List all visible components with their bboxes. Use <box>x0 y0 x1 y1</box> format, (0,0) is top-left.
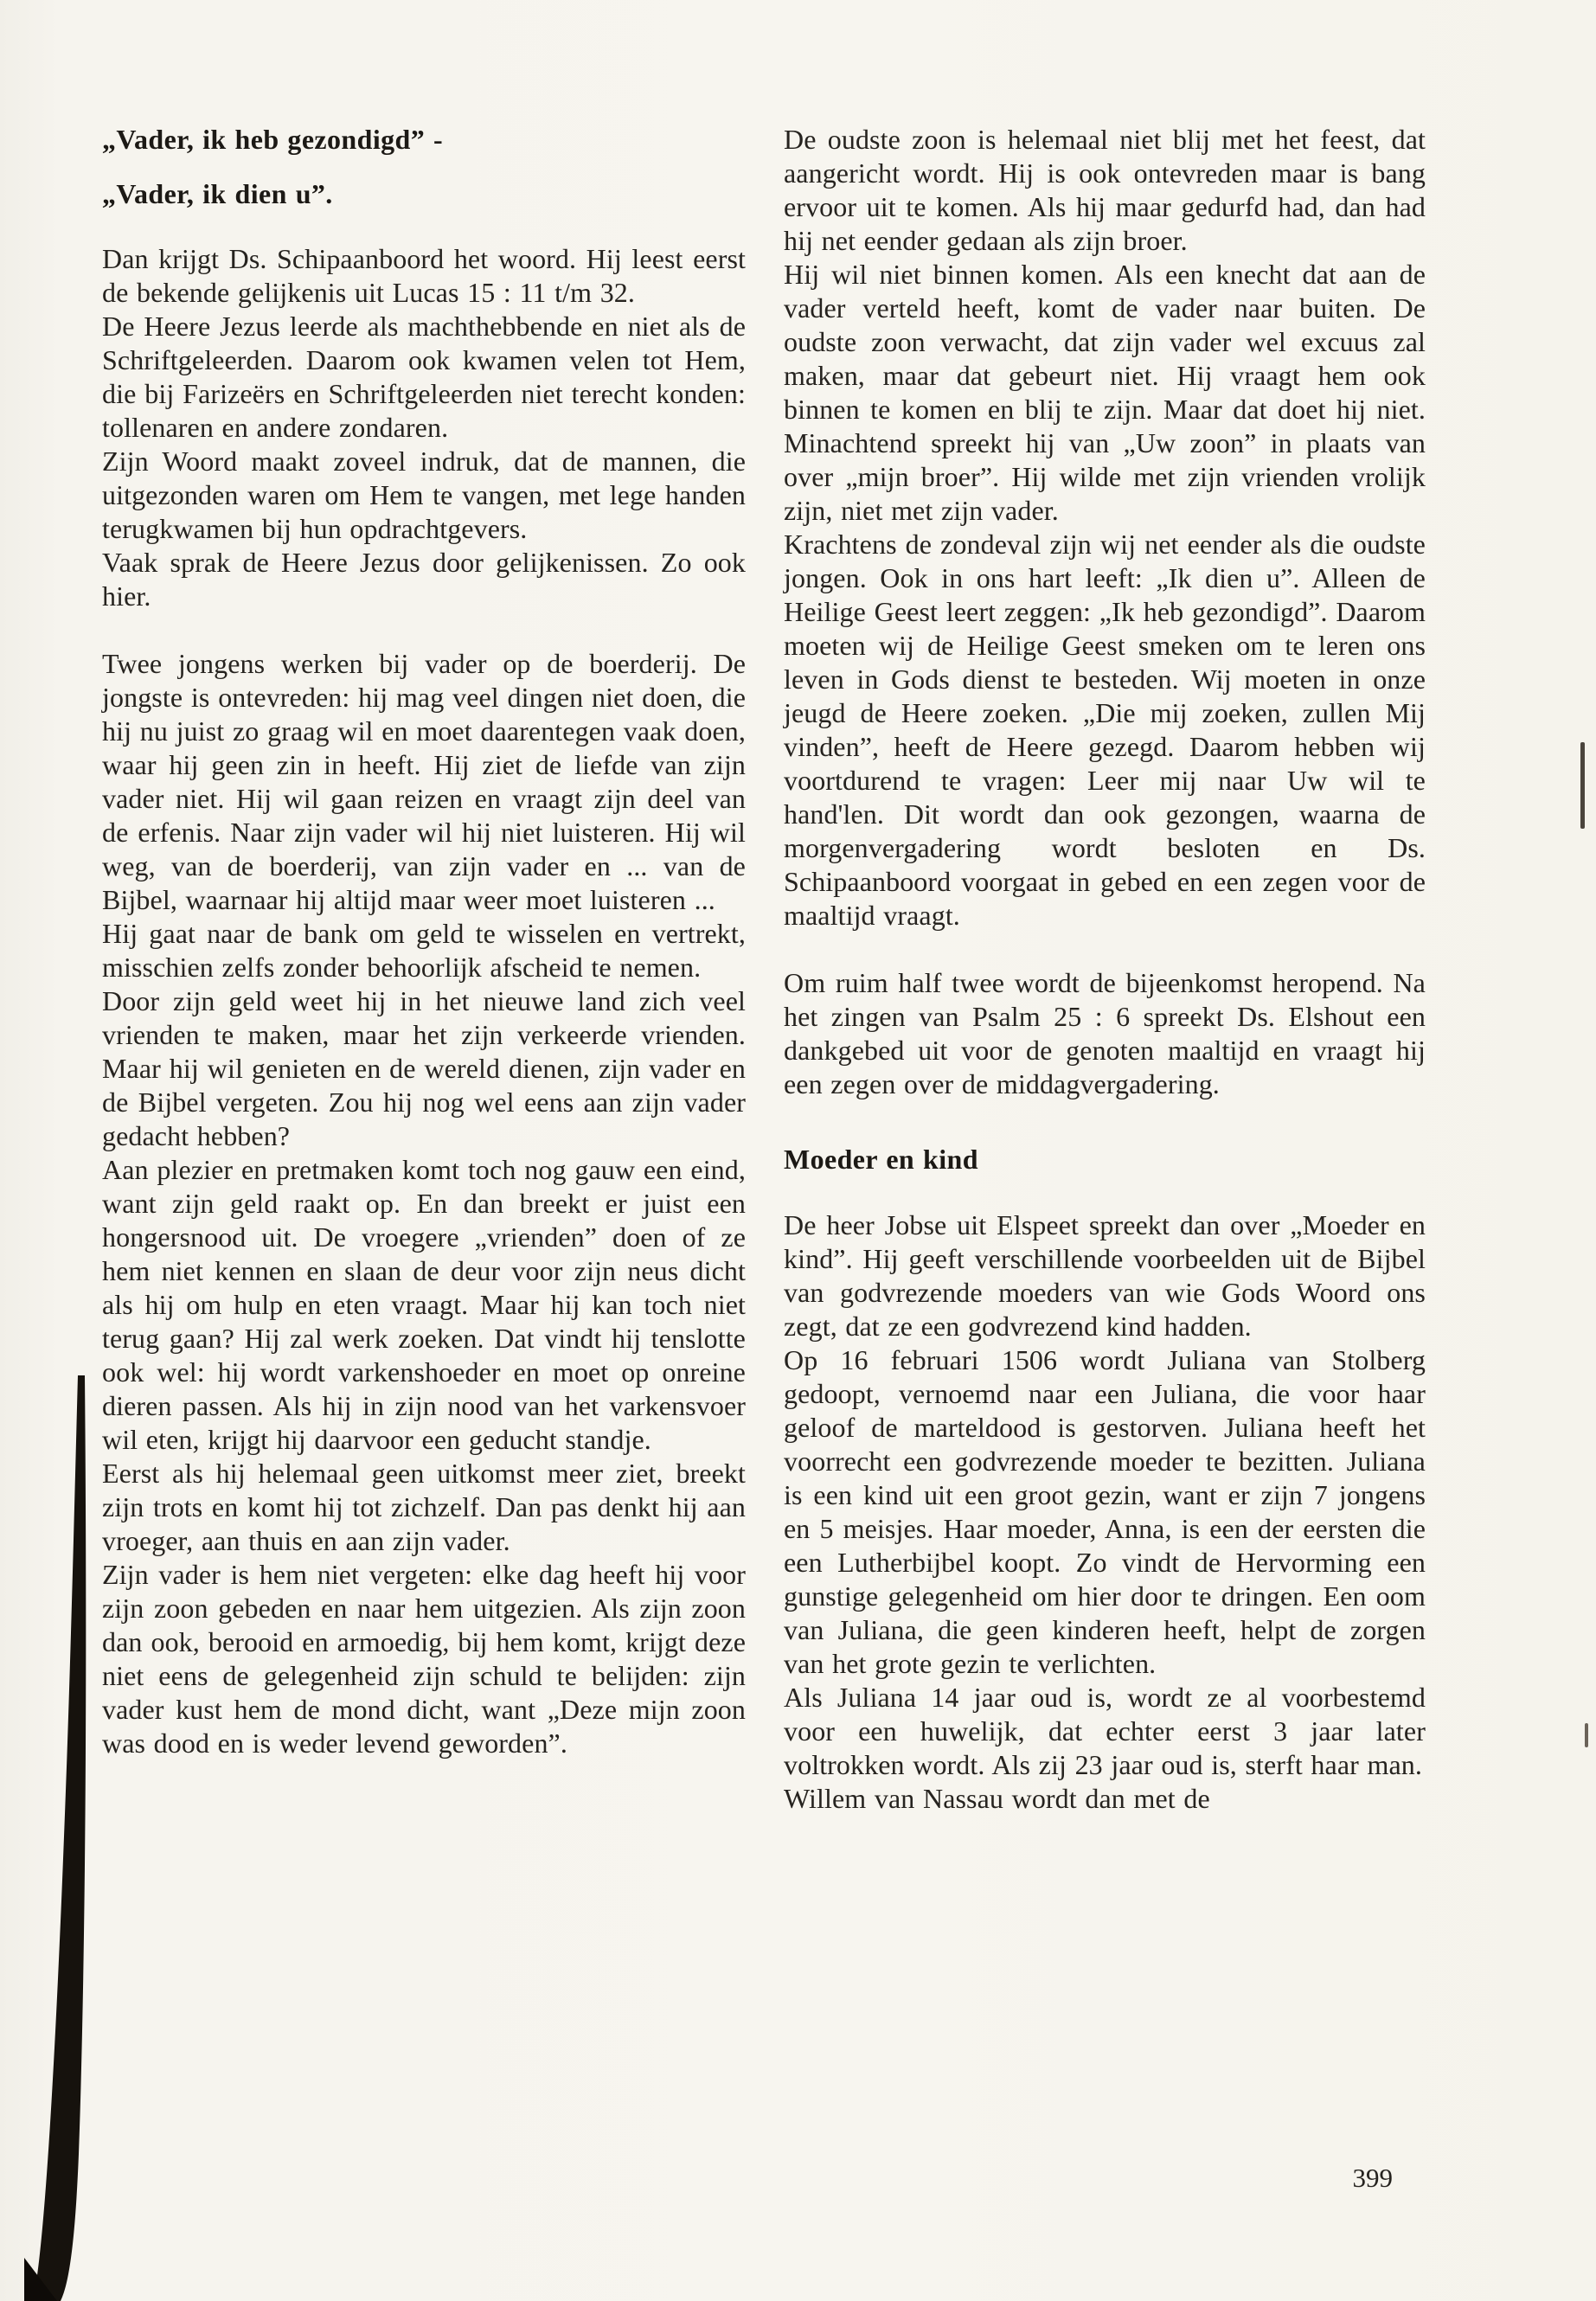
scan-edge-mark <box>1585 1723 1588 1747</box>
paragraph: Om ruim half twee wordt de bijeenkomst heropend. Na het zingen van Psalm 25 : 6 spreekt Ds. Elshout een dankgebed uit voor de genoten maaltijd en vraagt hij een zegen over de middagvergadering. <box>784 967 1426 1099</box>
article-title-line1: „Vader, ik heb gezondigd” - <box>102 124 444 155</box>
paragraph: Zijn Woord maakt zoveel indruk, dat de mannen, die uitgezonden waren om Hem te vangen, met lege handen terugkwamen bij hun opdrachtgevers. <box>102 445 746 544</box>
paragraph: Op 16 februari 1506 wordt Juliana van Stolberg gedoopt, vernoemd naar een Juliana, die voor haar geloof de marteldood is gestorven. Juliana heeft het voorrecht een godvrezende moeder te bezitten. Juliana is een kind uit een groot gezin, want er zijn 7 jongens en 5 meisjes. Haar moeder, Anna, is een der eersten die een Lutherbijbel koopt. Zo vindt de Hervorming een gunstige gelegenheid om hier door te dringen. Een oom van Juliana, die geen kinderen heeft, helpt de zorgen van het grote gezin te verlichten. <box>784 1344 1426 1679</box>
paragraph: Dan krijgt Ds. Schipaanboord het woord. Hij leest eerst de bekende gelijkenis uit Lucas 15 : 11 t/m 32. <box>102 243 746 308</box>
paragraph: Vaak sprak de Heere Jezus door gelijkenissen. Zo ook hier. <box>102 547 746 612</box>
scan-edge-mark <box>1580 742 1585 829</box>
paragraph: Zijn vader is hem niet vergeten: elke dag heeft hij voor zijn zoon gebeden en naar hem uitgezien. Als zijn zoon dan ook, berooid en armoedig, bij hem komt, krijgt deze niet eens de gelegenheid zijn schuld te belijden: zijn vader kust hem de mond dicht, want „Deze mijn zoon was dood en is weder levend geworden”. <box>102 1559 746 1759</box>
paragraph: De Heere Jezus leerde als machthebbende en niet als de Schriftgeleerden. Daarom ook kwamen velen tot Hem, die bij Farizeërs en Schriftgeleerden niet terecht konden: tollenaren en andere zondaren. <box>102 311 746 443</box>
section-heading-moeder-en-kind: Moeder en kind <box>784 1144 978 1175</box>
paragraph: Twee jongens werken bij vader op de boerderij. De jongste is ontevreden: hij mag veel dingen niet doen, die hij nu juist zo graag wil en moet daarentegen vaak doen, waar hij geen zin in heeft. Hij ziet de liefde van zijn vader niet. Hij wil gaan reizen en vraagt zijn deel van de erfenis. Naar zijn vader wil hij niet luisteren. Hij wil weg, van de boerderij, van zijn vader en ... van de Bijbel, waarnaar hij altijd maar weer moet luisteren ... <box>102 648 746 915</box>
left-column <box>102 123 746 1760</box>
paragraph: Als Juliana 14 jaar oud is, wordt ze al voorbestemd voor een huwelijk, dat echter eerst 3 jaar later voltrokken wordt. Als zij 23 jaar oud is, sterft haar man. <box>784 1682 1426 1780</box>
paragraph: Hij gaat naar de bank om geld te wisselen en vertrekt, misschien zelfs zonder behoorlijk afscheid te nemen. <box>102 918 746 983</box>
page-number: 399 <box>1352 2163 1393 2193</box>
paragraph: Hij wil niet binnen komen. Als een knecht dat aan de vader verteld heeft, komt de vader naar buiten. De oudste zoon verwacht, dat zijn vader wel excuus zal maken, maar dat gebeurt niet. Hij vraagt hem ook binnen te komen en blij te zijn. Maar dat doet hij niet. Minachtend spreekt hij van „Uw zoon” in plaats van over „mijn broer”. Hij wilde met zijn vrienden vrolijk zijn, niet met zijn vader. <box>784 259 1426 526</box>
paragraph: Eerst als hij helemaal geen uitkomst meer ziet, breekt zijn trots en komt hij tot zichzelf. Dan pas denkt hij aan vroeger, aan thuis en aan zijn vader. <box>102 1458 746 1556</box>
right-column <box>784 123 1426 1816</box>
paragraph: De heer Jobse uit Elspeet spreekt dan over „Moeder en kind”. Hij geeft verschillende voorbeelden uit de Bijbel van godvrezende moeders van wie Gods Woord ons zegt, dat ze een godvrezend kind hadden. <box>784 1209 1426 1342</box>
paragraph: Aan plezier en pretmaken komt toch nog gauw een eind, want zijn geld raakt op. En dan breekt er juist een hongersnood uit. De vroegere „vrienden” doen of ze hem niet kennen en slaan de deur voor zijn neus dicht als hij om hulp en eten vraagt. Maar hij kan toch niet terug gaan? Hij zal werk zoeken. Dat vindt hij tenslotte ook wel: hij wordt varkenshoeder en moet op onreine dieren passen. Als hij in zijn nood van het varkensvoer wil eten, krijgt hij daarvoor een geducht standje. <box>102 1154 746 1455</box>
paragraph: Krachtens de zondeval zijn wij net eender als die oudste jongen. Ook in ons hart leeft: „Ik dien u”. Alleen de Heilige Geest leert zeggen: „Ik heb gezondigd”. Daarom moeten wij de Heilige Geest smeken om te leren ons leven in Gods dienst te besteden. Wij moeten in onze jeugd de Heere zoeken. „Die mij zoeken, zullen Mij vinden”, heeft de Heere gezegd. Daarom hebben wij voortdurend te vragen: Leer mij naar Uw wil te hand'len. Dit wordt dan ook gezongen, waarna de morgenvergadering wordt besloten en Ds. Schipaanboord voorgaat in gebed en een zegen voor de maaltijd vraagt. <box>784 529 1426 931</box>
paragraph: De oudste zoon is helemaal niet blij met het feest, dat aangericht wordt. Hij is ook ontevreden maar is bang ervoor uit te komen. Als hij maar gedurfd had, dan had hij net eender gedaan als zijn broer. <box>784 124 1426 256</box>
article-title-line2: „Vader, ik dien u”. <box>102 178 333 209</box>
paragraph: Willem van Nassau wordt dan met de <box>784 1783 1210 1814</box>
paragraph: Door zijn geld weet hij in het nieuwe land zich veel vrienden te maken, maar het zijn verkeerde vrienden. Maar hij wil genieten en de wereld dienen, zijn vader en de Bijbel vergeten. Zou hij nog wel eens aan zijn vader gedacht hebben? <box>102 985 746 1151</box>
